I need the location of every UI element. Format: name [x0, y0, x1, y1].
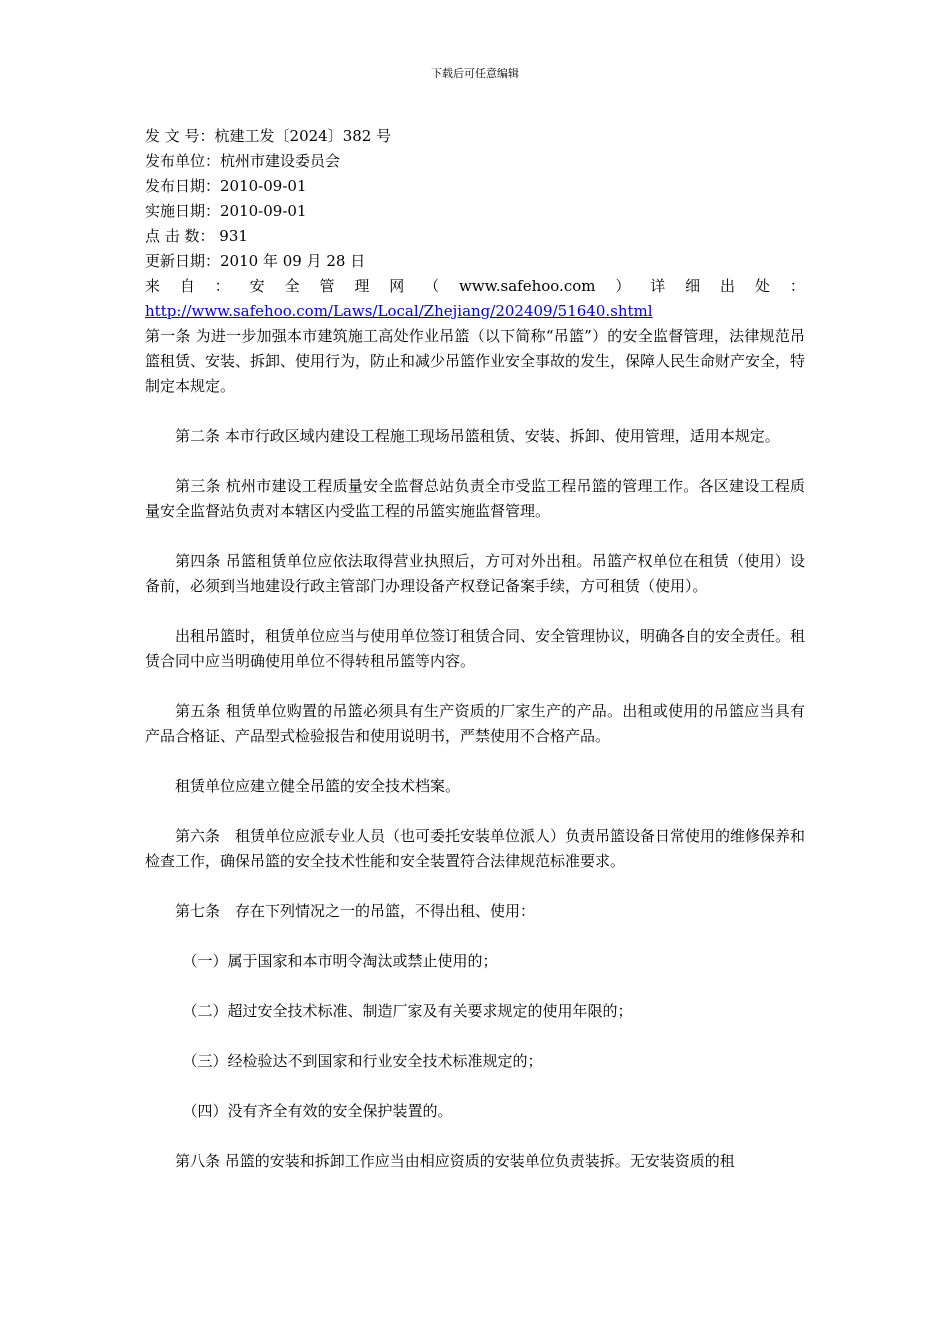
source-part: 网: [389, 277, 405, 295]
article-7-item: （四）没有齐全有效的安全保护装置的。: [182, 1102, 453, 1120]
source-part: 安: [249, 277, 265, 295]
article-7: 第七条 存在下列情况之一的吊篮，不得出租、使用：: [175, 902, 536, 920]
source-link[interactable]: http://www.safehoo.com/Laws/Local/Zhejiang/202409/51640.shtml: [145, 302, 653, 320]
source-line: [145, 274, 805, 299]
source-part: 详: [650, 277, 666, 295]
source-part: ：: [789, 277, 805, 295]
article-8: 第八条 吊篮的安装和拆卸工作应当由相应资质的安装单位负责装拆。无安装资质的租: [175, 1152, 735, 1170]
article-6: 第六条 租赁单位应派专业人员（也可委托安装单位派人）负责吊篮设备日常使用的维修保养和检查工作，确保吊篮的安全技术性能和安全装置符合法律规范标准要求。: [145, 827, 806, 870]
article-7-item: （二）超过安全技术标准、制造厂家及有关要求规定的使用年限的；: [182, 1002, 633, 1020]
document-body: [145, 124, 805, 1174]
source-part: 来: [145, 277, 161, 295]
source-part: 处: [754, 277, 770, 295]
source-part: 管: [319, 277, 335, 295]
source-part: 全: [284, 277, 300, 295]
doc-number: 发 文 号：杭建工发〔2024〕382 号: [145, 127, 392, 145]
source-part: （: [424, 277, 440, 295]
source-part: ：: [214, 277, 230, 295]
source-part: 细: [685, 277, 701, 295]
publish-date: 发布日期：2010-09-01: [145, 177, 307, 195]
article-7-item: （三）经检验达不到国家和行业安全技术标准规定的；: [182, 1052, 543, 1070]
article-4: 第四条 吊篮租赁单位应依法取得营业执照后，方可对外出租。吊篮产权单位在租赁（使用）设备前，必须到当地建设行政主管部门办理设备产权登记备案手续，方可租赁（使用）。: [145, 552, 805, 595]
article-1: 第一条 为进一步加强本市建筑施工高处作业吊篮（以下简称“吊篮”）的安全监督管理，法律规范吊篮租赁、安装、拆卸、使用行为，防止和减少吊篮作业安全事故的发生，保障人民生命财产安全，特制定本规定。: [145, 327, 806, 395]
issuer: 发布单位：杭州市建设委员会: [145, 152, 341, 170]
source-part: 出: [720, 277, 736, 295]
article-4-paragraph-2: 出租吊篮时，租赁单位应当与使用单位签订租赁合同、安全管理协议，明确各自的安全责任。租赁合同中应当明确使用单位不得转租吊篮等内容。: [145, 627, 806, 670]
article-3: 第三条 杭州市建设工程质量安全监督总站负责全市受监工程吊篮的管理工作。各区建设工程质量安全监督站负责对本辖区内受监工程的吊篮实施监督管理。: [145, 477, 805, 520]
source-part: ）: [615, 277, 631, 295]
article-5: 第五条 租赁单位购置的吊篮必须具有生产资质的厂家生产的产品。出租或使用的吊篮应当具有产品合格证、产品型式检验报告和使用说明书，严禁使用不合格产品。: [145, 702, 805, 745]
header-note: 下载后可任意编辑: [431, 67, 519, 80]
update-date: 更新日期：2010 年 09 月 28 日: [145, 252, 366, 270]
article-5-paragraph-2: 租赁单位应建立健全吊篮的安全技术档案。: [175, 777, 461, 795]
click-count: 点 击 数： 931: [145, 227, 248, 245]
source-part: 理: [354, 277, 370, 295]
source-part: 自: [179, 277, 195, 295]
article-7-item: （一）属于国家和本市明令淘汰或禁止使用的；: [182, 952, 498, 970]
source-part: www.safehoo.com: [459, 277, 596, 295]
article-2: 第二条 本市行政区域内建设工程施工现场吊篮租赁、安装、拆卸、使用管理，适用本规定。: [175, 427, 780, 445]
effective-date: 实施日期：2010-09-01: [145, 202, 307, 220]
